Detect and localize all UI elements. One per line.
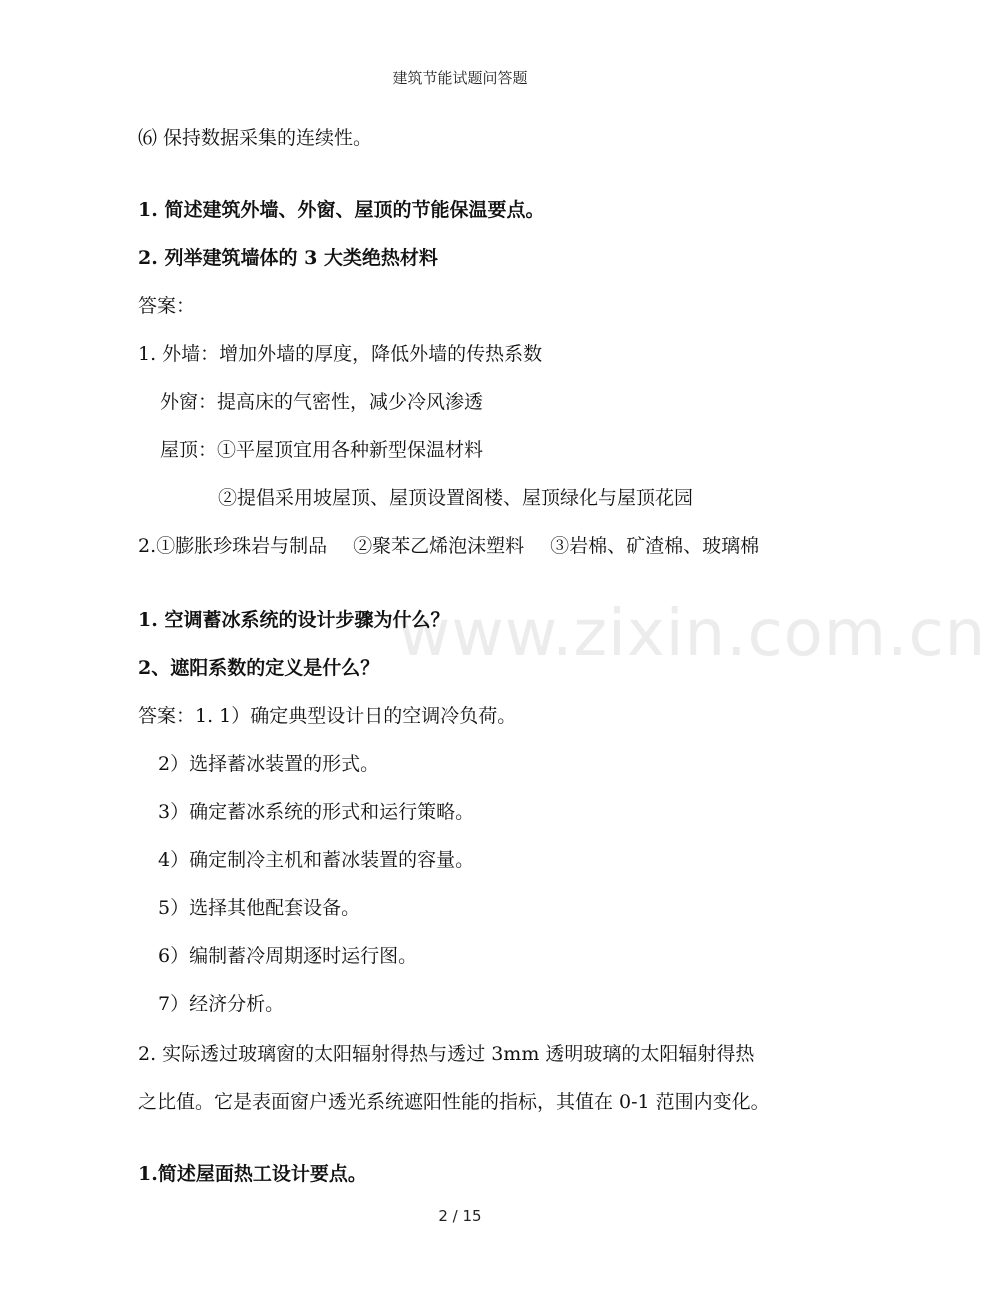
answer-line: 6）编制蓄冷周期逐时运行图。 <box>158 945 418 967</box>
answer-line: 3）确定蓄冰系统的形式和运行策略。 <box>158 801 475 823</box>
material-3: ③岩棉、矿渣棉、玻璃棉 <box>550 535 760 557</box>
watermark: www.zixin.com.cn <box>398 597 986 671</box>
answer-line: 2）选择蓄冰装置的形式。 <box>158 753 380 775</box>
question-heading: 1.简述屋面热工设计要点。 <box>138 1163 367 1185</box>
page-number: 2 / 15 <box>438 1207 482 1225</box>
question-heading: 1. 空调蓄冰系统的设计步骤为什么？ <box>138 609 450 631</box>
answer-line: 4）确定制冷主机和蓄冰装置的容量。 <box>158 849 475 871</box>
answer-line: 2. 实际透过玻璃窗的太阳辐射得热与透过 3mm 透明玻璃的太阳辐射得热 <box>138 1043 755 1065</box>
answer-line: 7）经济分析。 <box>158 993 285 1015</box>
question-heading: 2、遮阳系数的定义是什么？ <box>138 657 380 679</box>
answer-line <box>138 534 759 558</box>
question-heading: 2. 列举建筑墙体的 3 大类绝热材料 <box>138 247 438 269</box>
answer-line: 5）选择其他配套设备。 <box>158 897 361 919</box>
answer-line: 外窗：提高床的气密性，减少冷风渗透 <box>160 391 484 413</box>
answer-label: 答案： <box>138 295 196 317</box>
answer-line: 答案：1. 1）确定典型设计日的空调冷负荷。 <box>138 705 517 727</box>
page-header: 建筑节能试题问答题 <box>392 69 528 87</box>
answer-line: ②提倡采用坡屋顶、屋顶设置阁楼、屋顶绿化与屋顶花园 <box>218 487 694 509</box>
answer-line: 1. 外墙：增加外墙的厚度，降低外墙的传热系数 <box>138 343 543 365</box>
material-2: ②聚苯乙烯泡沫塑料 <box>353 535 525 557</box>
answer-line: 之比值。它是表面窗户透光系统遮阳性能的指标，其值在 0-1 范围内变化。 <box>138 1091 770 1113</box>
material-1: 2.①膨胀珍珠岩与制品 <box>138 535 328 557</box>
text-line: ⑹ 保持数据采集的连续性。 <box>138 127 373 149</box>
question-heading: 1. 简述建筑外墙、外窗、屋顶的节能保温要点。 <box>138 199 545 221</box>
answer-line: 屋顶：①平屋顶宜用各种新型保温材料 <box>160 439 484 461</box>
